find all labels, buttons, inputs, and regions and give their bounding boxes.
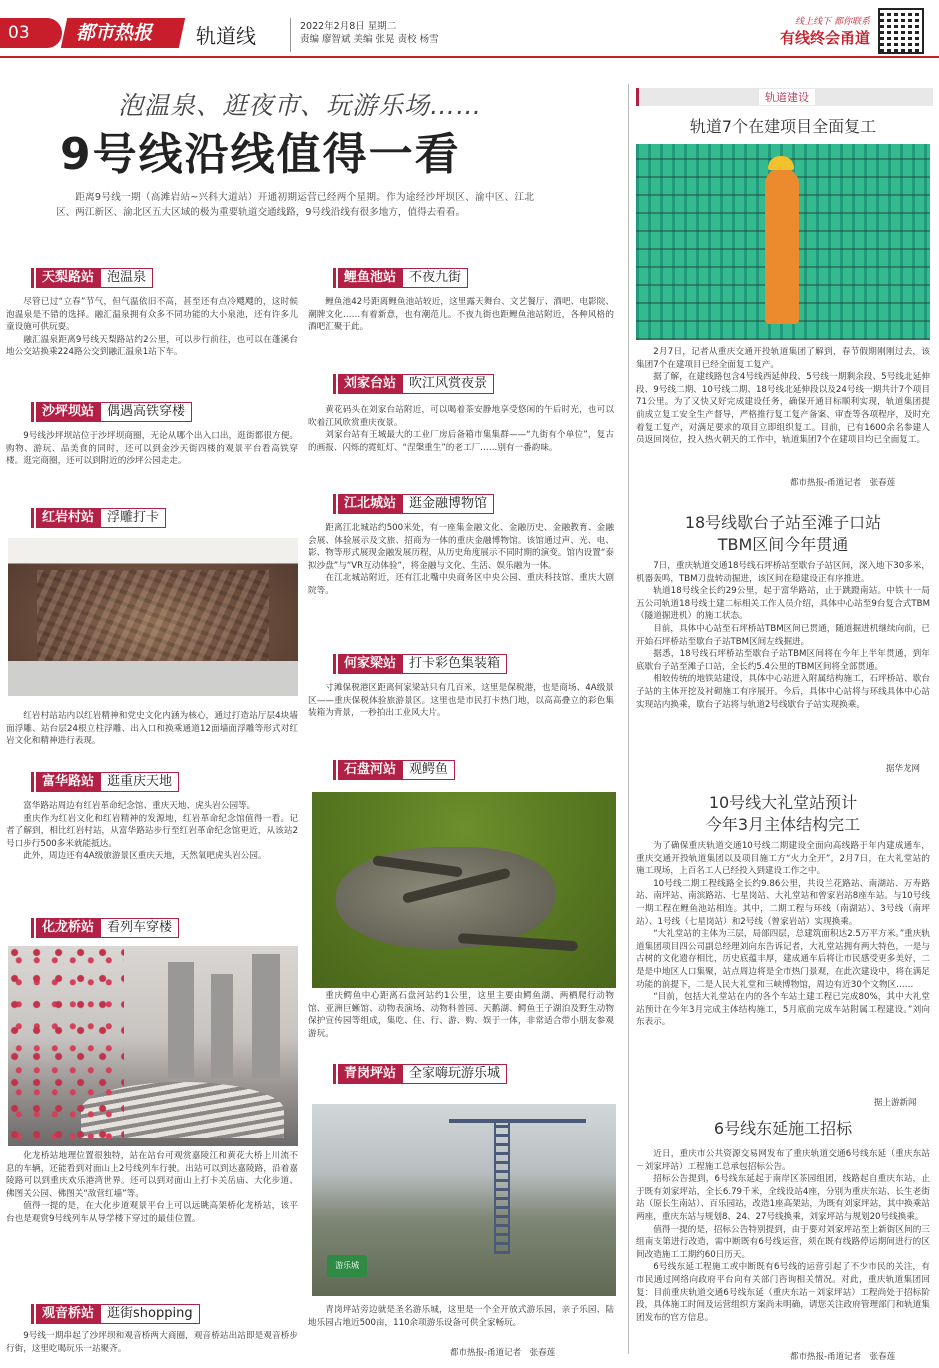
station-label-guanyinqiao xyxy=(36,1304,200,1324)
brand-name: 都市热报 xyxy=(76,22,153,44)
crocodile-photo xyxy=(312,792,616,988)
station-text-guanyinqiao xyxy=(6,1330,298,1355)
paragraph: 值得一提的是，在大化步道观景平台上可以远眺高架桥化龙桥站，该平台也是观赏9号线列车从导学楼下穿过的最佳位置。 xyxy=(6,1201,298,1224)
paragraph: 富华路站周边有红岩革命纪念馆、重庆天地、虎头岩公园等。 xyxy=(23,801,256,811)
ad-title: 有线终会甬道 xyxy=(779,29,870,47)
paragraph: 2月7日，记者从重庆交通开投轨道集团了解到，春节假期刚刚过去，该集团7个在建项目已经全面复工复产。 xyxy=(636,347,930,370)
station-activity: 逛金融博物馆 xyxy=(402,494,494,514)
station-text-jiangbeicheng xyxy=(308,522,614,598)
story1-credit: 都市热报-甬道记者 张春莲 xyxy=(790,478,896,488)
article-headline: 9号线沿线值得一看 xyxy=(60,129,461,180)
paragraph: 距离江北城站约500米处，有一座集金融文化、金融历史、金融教育、金融会展、体验展示及文旅、招商为一体的重庆金融博物馆。该馆通过声、光、电、影、物等形式展现金融发展历程，从历史角度展示不同时期的演变。馆内设置“泰拟沙盘”与“VR互动体验”，将金融与文化、生活、娱乐融为一体。 xyxy=(308,523,614,571)
station-activity: 偶遇高铁穿楼 xyxy=(100,402,192,422)
story1-title: 轨道7个在建项目全面复工 xyxy=(689,117,877,136)
qr-code-icon[interactable] xyxy=(878,8,924,54)
issue-date: 2022年2月8日 星期二 xyxy=(300,21,397,32)
relief-carving xyxy=(37,570,269,668)
station-name: 石盘河站 xyxy=(338,760,402,780)
station-text-hongyancun xyxy=(6,710,298,748)
station-label-qinggangping xyxy=(338,1064,507,1084)
paragraph: 9号线沙坪坝站位于沙坪坝商圈，无论从哪个出入口出，逛街都很方便。购物、游玩、品美食的同时，还可以到金沙天街四楼的观景平台看高铁穿楼。逛完商圈，还可以到附近的沙坪公园走走。 xyxy=(6,431,298,467)
plum-blossom xyxy=(8,946,124,1146)
story2-title xyxy=(636,512,930,556)
station-text-qinggangping xyxy=(308,1304,614,1329)
station-label-shipanhe xyxy=(338,760,455,780)
paragraph: 据了解，在建线路包含4号线西延伸段、5号线一期剩余段、5号线北延伸段、9号线二期、10号线二期、18号线北延伸段以及24号线一期共计7个项目71公里。为了又快又好完成建设任务，确保开通目标顺利实现，轨道集团提前成立复工安全生产督导，严格推行复工复产备案、审查等各项程序，及时充着复工复产，对满足要求的项目立即组织复工。目前，已有1600余名参建人员返回岗位，投入热火朝天的工作中，轨道集团7个在建项目均已全面复工。 xyxy=(636,372,930,446)
masthead-ad xyxy=(738,14,870,52)
paragraph: 10号线二期工程线路全长约9.86公里，共设兰花路站、南湖站、万寿路站、南坪站、南滨路站、七星岗站、大礼堂站和曾家岩站8座车站。与10号线一期工程在鲤鱼池站相连。其中，二期工程与环线（南湖站）、3号线（南坪站）、1号线（七星岗站）和2号线（曾家岩站）实现换乘。 xyxy=(636,878,930,927)
story3-title-line1: 10号线大礼堂站预计 xyxy=(708,793,858,812)
station-name: 何家梁站 xyxy=(338,654,402,674)
station-activity: 浮雕打卡 xyxy=(100,508,166,528)
paragraph: 寸滩保税港区距离何家梁站只有几百米，这里是保税港，也是商场、4A级景区——重庆保税体验旅游景区。这里也是市民打卡热门地，以高高叠立的彩色集装箱为背景，一秒拍出工业风大片。 xyxy=(308,683,614,719)
station-name: 富华路站 xyxy=(36,772,100,792)
paragraph: 近日，重庆市公共资源交易网发布了重庆轨道交通6号线东延（重庆东站－刘家坪站）工程施工总承包招标公告。 xyxy=(636,1149,930,1172)
paragraph: 7日，重庆轨道交通18号线石坪桥站至歇台子站区间，深入地下30多米，机器轰鸣，TBM刀盘转动掘进，该区间在稳建设正有序推进。 xyxy=(636,561,930,584)
story2-credit: 据华龙网 xyxy=(886,764,921,774)
paragraph: 值得一提的是，招标公告特别提到，由于要对刘家坪站至上新街区间的三组南支第进行改造，需中断既有6号线运营，须在既有线路停运期间进行的区间改造施工工期约60日历天。 xyxy=(636,1224,930,1260)
rock xyxy=(336,847,555,949)
station-activity: 打卡彩色集装箱 xyxy=(402,654,507,674)
station-name: 天梨路站 xyxy=(36,268,100,288)
paragraph: 相较传统的地铁站建设，具体中心站进入附属结构施工，石坪桥站、歇台子站的主体开挖及衬砌施工有序展开。今后，具体中心站将与环线具体中心站实现站内换乘，歇台子站将与轨道2号线歇台子站实现换乘。 xyxy=(636,674,930,710)
station-name: 青岗坪站 xyxy=(338,1064,402,1084)
story4-credit: 都市热报-甬道记者 张春莲 xyxy=(790,1352,896,1362)
paragraph: 重庆鳄鱼中心距离石盘河站约1公里，这里主要由鳄鱼湖、两栖爬行动物馆、亚洲巨蜥馆、动物表演场、动物科普园、天鹅湖、鳄鱼王子湖泊及野生动物保护宣传园等组成，集吃、住、行、游、购、娱于一体，非常适合带小朋友参观游玩。 xyxy=(308,991,614,1039)
construction-worker-photo xyxy=(636,144,930,340)
masthead-divider xyxy=(290,18,291,52)
story2-text xyxy=(636,560,930,711)
paragraph: 鲤鱼池42号距离鲤鱼池站较近，这里露天舞台、文艺餐厅、酒吧、电影院、潮牌文化……有着新意，也有潮范儿。不夜九街也距鲤鱼池站附近，各种风格的酒吧汇聚于此。 xyxy=(308,297,614,333)
station-text-liujiatai xyxy=(308,404,614,454)
story3-title-line2: 今年3月主体结构完工 xyxy=(705,815,861,834)
worker xyxy=(765,168,799,325)
station-name: 沙坪坝站 xyxy=(36,402,100,422)
station-activity: 逛街shopping xyxy=(100,1304,200,1324)
story1-text xyxy=(636,346,930,447)
channel-title: 轨道线 xyxy=(196,24,256,48)
station-label-hongyancun xyxy=(36,508,166,528)
paragraph: 据悉，18号线石坪桥站至歇台子站TBM区间将在今年上半年贯通，到年底歇台子站至滩子口站，全长约5.4公里的TBM区间将全部贯通。 xyxy=(636,649,930,672)
paragraph: “大礼堂站的主体为三层，局部四层，总建筑面积达2.5万平方米。”重庆轨道集团项目四公司副总经理刘向东告诉记者，大礼堂站拥有两大特色，一是与古树的文化遗存相比，历史底蕴丰厚，建成通车后将让市民感受更多美好，二是是中地区人口集聚，站点周边将是全市热门景观，在此次建设中，将在满足功能的前提下，二是人民大礼堂和三峡博物馆，周边有近30个文物区…… xyxy=(636,929,930,990)
paragraph: 重庆作为红岩文化和红岩精神的发源地，红岩革命纪念馆值得一看。记者了解到，相比红岩村站，从富华路站步行至红岩革命纪念馆更近，从该站2号口步行500多米就能抵达。 xyxy=(6,813,298,849)
paragraph: 轨道18号线全长约29公里，起于富华路站，止于跳蹬南站。中铁十一局五公司轨道18号线土建二标相关工作人员介绍，具体中心站至9台复合式TBM（隧道掘进机）的施工状态。 xyxy=(636,586,930,622)
editor-credits: 责编 廖智斌 美编 张晃 责校 杨雪 xyxy=(300,34,439,45)
building xyxy=(168,962,194,1078)
station-label-shapingba xyxy=(36,402,192,422)
station-name: 化龙桥站 xyxy=(36,918,100,938)
article-lead: 距离9号线一期（高滩岩站~兴科大道站）开通初期运营已经两个星期。作为途经沙坪坝区、渝中区、江北区、两江新区、渝北区五大区域的极为重要轨道交通线路，9号线沿线有很多地方，值得去看看。 xyxy=(56,192,534,218)
crane-arm xyxy=(449,1119,586,1123)
ad-subtitle: 线上线下 都你联系 xyxy=(795,17,870,27)
column-divider xyxy=(628,84,629,1354)
paragraph: “目前，包括大礼堂站在内的各个车站土建工程已完成80%，其中大礼堂站预计在今年3月完成主体结构施工，5月底前完成车站附属工程建设。”刘向东表示。 xyxy=(636,992,930,1028)
station-name: 红岩村站 xyxy=(36,508,100,528)
paragraph: 刘家台站有王城最大的工业厂房后备箱市集集群——“九街有个单位”，复古的画报、闪烁的霓虹灯、“涅槃重生”的老工厂……别有一番韵味。 xyxy=(308,430,614,453)
amusement-park-photo xyxy=(312,1104,616,1296)
story4-text xyxy=(636,1148,930,1324)
station-activity: 不夜九街 xyxy=(402,268,468,288)
building xyxy=(252,954,280,1078)
station-text-liyuchi xyxy=(308,296,614,334)
paragraph: 融汇温泉距离9号线天梨路站约2公里，可以步行前往，也可以在蓬溪台地公交站换乘224路公交到融汇温泉1站下车。 xyxy=(6,334,298,358)
article-kicker: 泡温泉、逛夜市、玩游乐场…… xyxy=(118,91,483,120)
paragraph: 为了确保重庆轨道交通10号线二期建设全面向高线路于年内建成通车，重庆交通开投轨道集团以及项目施工方“火力全开”，2月7日，在大礼堂站的施工现场，上百名工人已经投入到建设工作之中。 xyxy=(636,841,930,877)
paragraph: 尽管已过“立春”节气，但气温依旧不高，甚至还有点冷飕飕的，这时候泡温泉是不错的选择。融汇温泉拥有众多不同功能的大小泉池，还有许多儿童设施可供玩耍。 xyxy=(6,297,298,333)
station-label-hualongqiao xyxy=(36,918,179,938)
paragraph: 此外，周边还有4A级旅游景区重庆天地，天然氧吧虎头岩公园。 xyxy=(23,851,267,862)
building xyxy=(211,974,233,1078)
relief-floor xyxy=(8,661,298,696)
station-activity: 观鳄鱼 xyxy=(402,760,455,780)
relief-photo xyxy=(8,538,298,696)
station-text-tianli xyxy=(6,296,298,359)
station-text-shapingba xyxy=(6,430,298,468)
station-activity: 吹江风赏夜景 xyxy=(402,374,494,394)
ride-tower xyxy=(494,1119,510,1253)
station-text-hualongqiao xyxy=(6,1150,298,1226)
station-activity: 逛重庆天地 xyxy=(100,772,179,792)
station-name: 江北城站 xyxy=(338,494,402,514)
article-credit: 都市热报-甬道记者 张春莲 xyxy=(450,1348,556,1358)
story4-title: 6号线东延施工招标 xyxy=(713,1119,853,1138)
station-text-hejialiang xyxy=(308,682,614,720)
masthead-rule xyxy=(0,56,939,58)
story3-text xyxy=(636,840,930,1029)
city-bridge-photo xyxy=(8,946,298,1146)
station-label-hejialiang xyxy=(338,654,507,674)
station-text-fuhua xyxy=(6,800,298,863)
paragraph: 青岗坪站旁边就是圣名游乐城，这里是一个全开放式游乐园，亲子乐园、陆地乐园占地近500亩，110余项游乐设备可供全家畅玩。 xyxy=(308,1305,614,1328)
station-name: 鲤鱼池站 xyxy=(338,268,402,288)
paragraph: 黄花码头在刘家台站附近，可以喝着茶安静地享受悠闲的午后时光，也可以吹着江风欣赏重庆夜景。 xyxy=(308,405,614,428)
station-label-fuhua xyxy=(36,772,179,792)
dateline xyxy=(300,20,439,46)
station-name: 刘家台站 xyxy=(338,374,402,394)
station-activity: 泡温泉 xyxy=(100,268,153,288)
story2-title-line1: 18号线歇台子站至滩子口站 xyxy=(684,513,882,532)
paragraph: 招标公告提到，6号线东延起于南岸区茶园组团，线路起自重庆东站，止于既有刘家坪站，全长6.79千米，全线设站4座，分别为重庆东站、长生老街站（原长生南站）、百乐园站，改造1座高架站，为既有刘家坪站，其中换乘站两座，重庆东站与规划8、24、27号线换乘，刘家坪站与规划20号线换乘。 xyxy=(636,1174,930,1222)
paragraph: 9号线一期串起了沙坪坝和观音桥两大商圈，观音桥站出站即是观音桥步行街，这里吃喝玩乐一站聚齐。 xyxy=(6,1331,298,1354)
story3-title xyxy=(636,792,930,836)
park-sign-icon: 游乐城 xyxy=(327,1255,367,1277)
station-label-tianli xyxy=(36,268,153,288)
station-activity: 全家嗨玩游乐城 xyxy=(402,1064,507,1084)
station-label-liujiatai xyxy=(338,374,494,394)
story2-title-line2: TBM区间今年贯通 xyxy=(717,535,849,554)
station-name: 观音桥站 xyxy=(36,1304,100,1324)
station-text-shipanhe xyxy=(308,990,614,1040)
paragraph: 化龙桥站地理位置很独特，站在站台可观赏嘉陵江和黄花大桥上川流不息的车辆，还能看到对面山上2号线列车行驶。出站可以到达嘉陵路，沿着嘉陵路可以到重庆欢乐港湾世界。还可以到对面山上打卡关岳庙、大化步道、佛图关公园、佛图关“敌营红墙”等。 xyxy=(6,1151,298,1199)
paragraph: 目前，具体中心站至石坪桥站TBM区间已贯通，随道掘进机继续向前，已开始石坪桥站至歇台子站TBM区间左线掘进。 xyxy=(636,623,930,647)
page-number: 03 xyxy=(0,18,62,48)
station-activity: 看列车穿楼 xyxy=(100,918,179,938)
story3-credit: 据上游新闻 xyxy=(874,1098,917,1108)
paragraph: 在江北城站附近，还有江北嘴中央商务区中央公园、重庆科技馆、重庆大剧院等。 xyxy=(308,573,614,596)
paragraph: 红岩村站站内以红岩精神和党史文化内涵为核心，通过打造站厅层4块墙面浮雕、站台层24根立柱浮雕、出入口和换乘通道12面墙面浮雕等形式对红岩文化和精神进行表现。 xyxy=(6,711,298,747)
brand-logo xyxy=(61,18,185,48)
station-label-jiangbeicheng xyxy=(338,494,494,514)
section-header xyxy=(636,88,933,106)
section-label: 轨道建设 xyxy=(759,89,815,105)
paragraph: 6号线东延工程施工或中断既有6号线的运营引起了不少市民的关注，有市民通过网络向政府平台向有关部门咨询相关情况。对此，重庆轨道集团回复：目前重庆轨道交通6号线东延（重庆东站－刘家坪站）工程尚处于招标阶段，具体施工时间及运营组织方案尚未明确，请您关注政府管理部门和轨道集团发布的官方信息。 xyxy=(636,1262,930,1323)
station-label-liyuchi xyxy=(338,268,468,288)
